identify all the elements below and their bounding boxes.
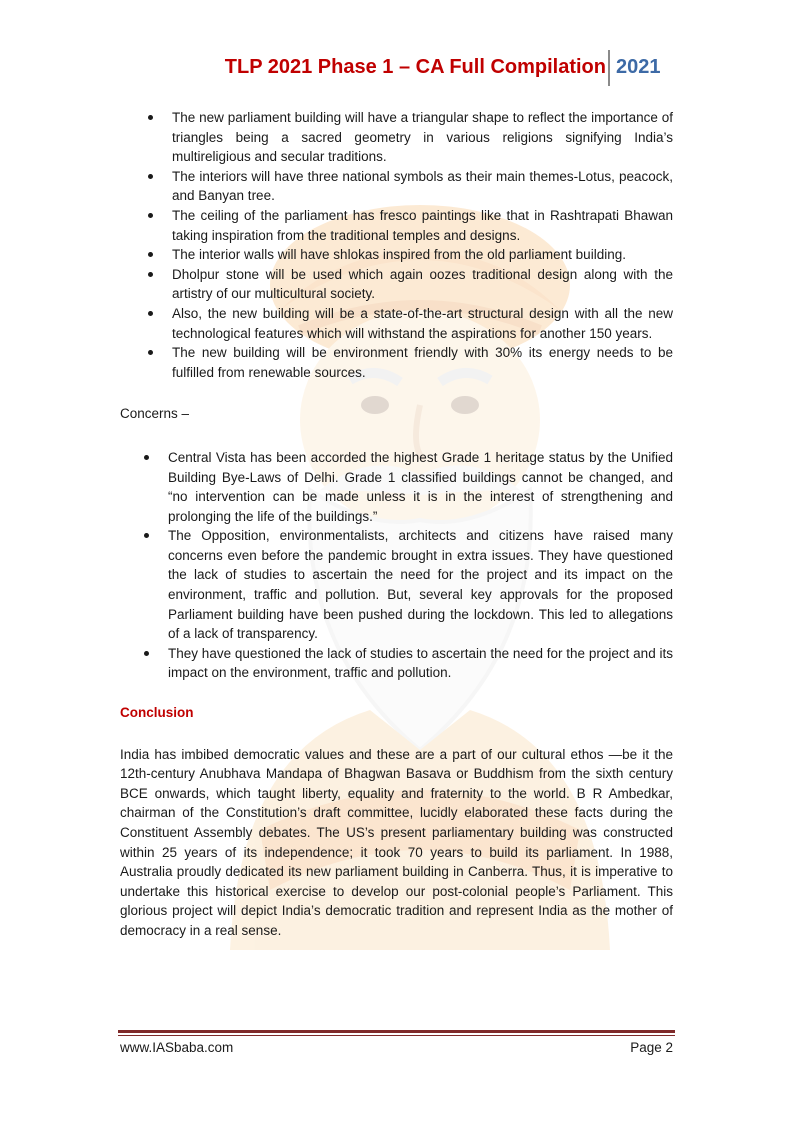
- footer-divider-thick: [118, 1030, 675, 1033]
- concerns-list: [144, 448, 673, 683]
- page-content: [120, 108, 673, 941]
- concerns-heading: Concerns –: [120, 406, 190, 422]
- list-item: The ceiling of the parliament has fresco paintings like that in Rashtrapati Bhawan taking inspiration from the traditional temples and designs.: [148, 206, 673, 245]
- list-item: The interiors will have three national symbols as their main themes-Lotus, peacock, and Banyan tree.: [148, 167, 673, 206]
- list-item: The new parliament building will have a triangular shape to reflect the importance of triangles being a sacred geometry in various religions signifying India’s multireligious and secular traditions.: [148, 108, 673, 167]
- conclusion-paragraph: India has imbibed democratic values and these are a part of our cultural ethos —be it the 12th-century Anubhava Mandapa of Bhagwan Basava or Buddhism from the sixth century BCE onwards, which taught liberty, equality and fraternity to the world. B R Ambedkar, chairman of the Constitution’s draft committee, lucidly elaborated these facts during the Constituent Assembly debates. The US’s present parliamentary building was constructed within 25 years of its independence; it took 70 years to build its parliament. In 1988, Australia proudly dedicated its new parliament building in Canberra. Thus, it is imperative to undertake this historical exercise to develop our post-colonial people’s Parliament. This glorious project will depict India’s democratic tradition and represent India as the mother of democracy in a real sense.: [120, 746, 673, 938]
- bullet-icon: [148, 311, 153, 316]
- list-item: They have questioned the lack of studies to ascertain the need for the project and its impact on the environment, traffic and pollution.: [144, 644, 673, 683]
- list-item: Also, the new building will be a state-of-the-art structural design with all the new technological features which will withstand the aspirations for another 150 years.: [148, 304, 673, 343]
- bullet-icon: [144, 651, 149, 656]
- bullet-icon: [148, 350, 153, 355]
- list-item: Dholpur stone will be used which again oozes traditional design along with the artistry of our multicultural society.: [148, 265, 673, 304]
- page-header: [0, 50, 793, 90]
- bullet-icon: [148, 213, 153, 218]
- list-item: The new building will be environment friendly with 30% its energy needs to be fulfilled from renewable sources.: [148, 343, 673, 382]
- bullet-icon: [148, 272, 153, 277]
- conclusion-heading: Conclusion: [120, 705, 194, 721]
- list-item: The interior walls will have shlokas inspired from the old parliament building.: [148, 245, 673, 265]
- bullet-icon: [148, 115, 153, 120]
- features-list: [148, 108, 673, 382]
- list-item: The Opposition, environmentalists, architects and citizens have raised many concerns even before the pandemic brought in extra issues. They have questioned the lack of studies to ascertain the need for the project and its impact on the environment, traffic and pollution. But, several key approvals for the proposed Parliament building have been pushed during the lockdown. This led to allegations of a lack of transparency.: [144, 526, 673, 644]
- bullet-icon: [144, 533, 149, 538]
- header-divider: [608, 50, 610, 86]
- footer-divider-thin: [118, 1035, 675, 1036]
- bullet-icon: [148, 252, 153, 257]
- header-title: TLP 2021 Phase 1 – CA Full Compilation: [224, 56, 606, 78]
- bullet-icon: [148, 174, 153, 179]
- footer-website: www.IASbaba.com: [120, 1040, 234, 1055]
- bullet-icon: [144, 455, 149, 460]
- footer-page-number: Page 2: [630, 1040, 673, 1055]
- header-year: 2021: [616, 56, 661, 78]
- list-item: Central Vista has been accorded the highest Grade 1 heritage status by the Unified Building Bye-Laws of Delhi. Grade 1 classified buildings cannot be changed, and “no intervention can be made unless it is in the interest of strengthening and prolonging the life of the buildings.”: [144, 448, 673, 526]
